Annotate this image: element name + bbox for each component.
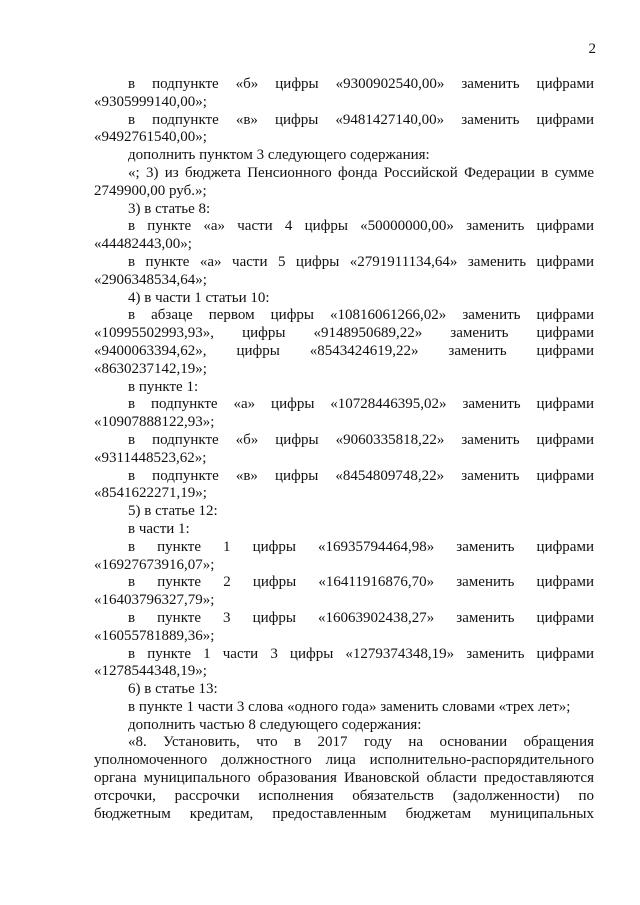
text-line: «9305999140,00»; bbox=[94, 93, 207, 110]
text-line: в подпункте «в» цифры «8454809748,22» заменить цифрами bbox=[128, 467, 594, 484]
text-line: 5) в статье 12: bbox=[128, 503, 218, 520]
text-line: 4) в части 1 статьи 10: bbox=[128, 289, 270, 306]
text-line: 3) в статье 8: bbox=[128, 200, 211, 217]
page-number: 2 bbox=[588, 41, 596, 57]
text-line: в пункте 1 части 3 цифры «1279374348,19» заменить цифрами bbox=[128, 645, 594, 662]
text-line: «16927673916,07»; bbox=[94, 556, 215, 573]
text-line: «9400063394,62», цифры «8543424619,22» заменить цифрами bbox=[94, 342, 594, 359]
text-line: «44482443,00»; bbox=[94, 236, 192, 253]
text-line: бюджетным кредитам, предоставленным бюджетам муниципальных bbox=[94, 805, 594, 822]
text-line: в пункте 2 цифры «16411916876,70» заменить цифрами bbox=[128, 574, 594, 591]
text-line: дополнить частью 8 следующего содержания: bbox=[128, 716, 422, 733]
document-body bbox=[94, 76, 594, 823]
text-line: «; 3) из бюджета Пенсионного фонда Российской Федерации в сумме bbox=[128, 164, 594, 181]
text-line: «9311448523,62»; bbox=[94, 449, 207, 466]
text-line: в подпункте «б» цифры «9060335818,22» заменить цифрами bbox=[128, 431, 594, 448]
text-line: 2749900,00 руб.»; bbox=[94, 182, 207, 199]
text-line: «8630237142,19»; bbox=[94, 360, 207, 377]
text-line: в подпункте «в» цифры «9481427140,00» заменить цифрами bbox=[128, 111, 594, 128]
text-line: «10995502993,93», цифры «9148950689,22» заменить цифрами bbox=[94, 325, 594, 342]
text-line: в пункте 1 цифры «16935794464,98» заменить цифрами bbox=[128, 538, 594, 555]
text-line: в пункте 1 части 3 слова «одного года» заменить словами «трех лет»; bbox=[128, 698, 571, 715]
text-line: в части 1: bbox=[128, 520, 190, 537]
text-line: «16403796327,79»; bbox=[94, 592, 215, 609]
text-line: «2906348534,64»; bbox=[94, 271, 207, 288]
text-line: в подпункте «б» цифры «9300902540,00» заменить цифрами bbox=[128, 76, 594, 92]
text-line: в пункте 1: bbox=[128, 378, 199, 395]
text-line: «8541622271,19»; bbox=[94, 485, 207, 502]
text-line: органа муниципального образования Ивановской области предоставляются bbox=[94, 770, 594, 787]
text-line: в пункте 3 цифры «16063902438,27» заменить цифрами bbox=[128, 609, 594, 626]
text-line: уполномоченного должностного лица исполнительно-распорядительного bbox=[94, 752, 594, 769]
text-line: «1278544348,19»; bbox=[94, 663, 207, 680]
text-line: в подпункте «а» цифры «10728446395,02» заменить цифрами bbox=[128, 396, 594, 413]
text-line: в пункте «а» части 5 цифры «2791911134,64» заменить цифрами bbox=[128, 253, 594, 270]
text-line: «16055781889,36»; bbox=[94, 627, 215, 644]
text-line: отсрочки, рассрочки исполнения обязательств (задолженности) по bbox=[94, 787, 594, 804]
text-line: в абзаце первом цифры «10816061266,02» заменить цифрами bbox=[128, 307, 594, 324]
text-line: «8. Установить, что в 2017 году на основании обращения bbox=[128, 734, 594, 751]
text-line: в пункте «а» части 4 цифры «50000000,00» заменить цифрами bbox=[128, 218, 594, 235]
text-line: 6) в статье 13: bbox=[128, 681, 218, 698]
text-line: «9492761540,00»; bbox=[94, 129, 207, 146]
text-line: «10907888122,93»; bbox=[94, 414, 215, 431]
text-line: дополнить пунктом 3 следующего содержания: bbox=[128, 147, 430, 164]
